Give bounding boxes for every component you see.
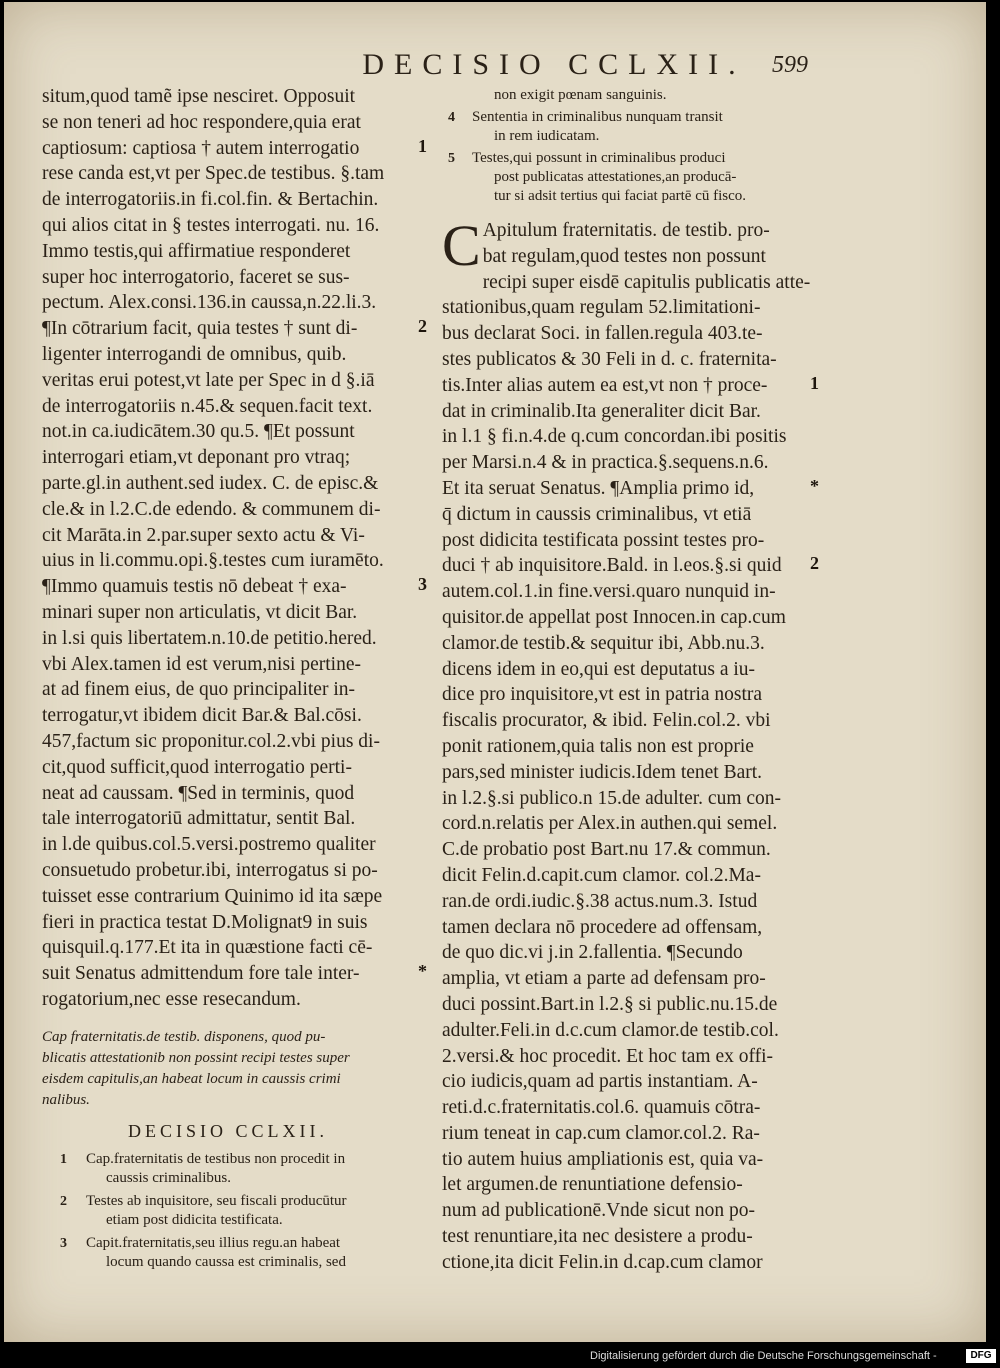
text-line: situm,quod tamẽ ipse nesciret. Opposuit (42, 86, 356, 107)
text-line-content: quisitor.de appellat post Innocen.in cap.cum (442, 606, 786, 628)
text-line-content: autem.col.1.in fine.versi.quaro nunquid in- (442, 581, 776, 603)
decision-summary (42, 1027, 414, 1111)
text-line (442, 1172, 814, 1198)
text-line: se non teneri ad hoc respondere,quia erat (42, 111, 361, 133)
text-line: veritas erui potest,vt late per Spec in d §.iā (42, 369, 375, 391)
text-line: vbi Alex.tamen id est verum,nisi pertine- (42, 653, 361, 675)
text-line-content: fiscalis procurator, & ibid. Felin.col.2. vbi (442, 710, 771, 732)
text-line (442, 786, 814, 812)
summary-item-number: 5 (448, 151, 455, 166)
text-line (442, 476, 814, 502)
text-line: minari super non articulatis, vt dicit Bar. (42, 601, 358, 623)
text-line (442, 631, 814, 657)
text-line: Immo testis,qui affirmatiue responderet (42, 240, 351, 262)
text-line: cit,quod sufficit,quod interrogatio perti- (42, 756, 352, 778)
text-line-content: bat regulam,quod testes non possunt (482, 245, 766, 267)
text-line: terrogatur,vt ibidem dicit Bar.& Bal.cōsi. (42, 705, 362, 727)
text-line (442, 837, 814, 863)
text-line (442, 1095, 814, 1121)
text-line-content: stationibus,quam regulam 52.limitationi- (442, 297, 761, 319)
text-line: de interrogatoriis.in fi.col.fin. & Bertachin. (42, 189, 379, 211)
summary-item-line: tur si adsit tertius qui faciat partē cū fisco. (494, 188, 747, 204)
text-line (442, 373, 814, 399)
text-line: interrogari etiam,vt deponant pro vtraq; (42, 447, 351, 469)
text-line-content: bus declarat Soci. in fallen.regula 403.te- (442, 323, 763, 345)
text-line: parte.gl.in authent.sed iudex. C. de episc.& (42, 472, 379, 494)
text-line (442, 889, 814, 915)
summary-item-number: 1 (60, 1151, 67, 1167)
text-line: fieri in practica testat D.Molignat9 in suis (42, 911, 368, 933)
text-line (442, 760, 814, 786)
summary-item (42, 1192, 414, 1230)
book-page (4, 2, 986, 1342)
left-column-text (42, 84, 427, 1013)
summary-line: eisdem capitulis,an habeat locum in caussis crimi (42, 1070, 341, 1087)
text-line (442, 682, 814, 708)
text-line (442, 295, 814, 321)
text-line: rogatorium,nec esse resecandum. (42, 988, 301, 1010)
text-line-content: recipi super eisdē capitulis publicatis atte- (482, 271, 811, 293)
text-line-content: pars,sed minister iudicis.Idem tenet Bart. (442, 761, 763, 783)
text-line: ligenter interrogandi de omnibus, quib. (42, 343, 347, 365)
text-line (442, 1018, 814, 1044)
text-line-content: ctione,ita dicit Felin.in d.cap.cum clamor (442, 1251, 763, 1273)
text-line (442, 424, 814, 450)
text-line-content: test renuntiare,ita nec desistere a produ- (442, 1226, 753, 1248)
text-line (442, 1224, 814, 1250)
text-line-content: in l.2.§.si publico.n 15.de adulter. cum con- (442, 787, 782, 809)
text-line (442, 605, 814, 631)
text-line-content: C.de probatio post Bart.nu 17.& commun. (442, 839, 771, 861)
summary-line: nalibus. (42, 1091, 90, 1108)
summary-item-line: Cap.fraternitatis de testibus non procedit in (86, 1150, 346, 1167)
summary-item-line: caussis criminalibus. (106, 1169, 231, 1186)
text-line: super hoc interrogatorio, faceret se sus- (42, 266, 350, 288)
summary-item-line: Sententia in criminalibus nunquam transit (472, 109, 723, 125)
text-line: uius in li.commu.opi.§.testes cum iuramēto. (42, 550, 384, 572)
text-line (442, 553, 814, 579)
summary-item-number: 2 (60, 1193, 67, 1209)
text-line (442, 1198, 814, 1224)
text-line-content: num ad publicationē.Vnde sicut non po- (442, 1200, 756, 1222)
summary-item (442, 108, 814, 146)
text-line: tuisset esse contrarium Quinimo id ita sæpe (42, 885, 383, 907)
margin-note: * (418, 961, 427, 982)
text-line-content: tamen declara nō procedere ad offensam, (442, 916, 763, 938)
text-line: quisquil.q.177.Et ita in quæstione facti cē- (42, 937, 373, 959)
text-line-content: cord.n.relatis per Alex.in authen.qui semel. (442, 813, 778, 835)
dfg-logo: DFG (966, 1349, 996, 1363)
text-line (442, 1121, 814, 1147)
summary-item (442, 86, 814, 105)
margin-note: 1 (418, 135, 427, 156)
margin-note: 2 (418, 316, 427, 337)
text-line (442, 1147, 814, 1173)
decision-subtitle: DECISIO CCLXII. (128, 1120, 328, 1141)
text-line-content: dicit Felin.d.capit.cum clamor. col.2.Ma- (442, 864, 761, 886)
text-line-content: let argumen.de renuntiatione defensio- (442, 1174, 743, 1196)
folio-number: 599 (772, 52, 808, 78)
summary-item-line: non exigit pœnam sanguinis. (494, 87, 667, 103)
summary-item-line: Capit.fraternitatis,seu illius regu.an habeat (86, 1234, 341, 1251)
summary-item (442, 149, 814, 206)
text-line (442, 811, 814, 837)
text-line-content: tis.Inter alias autem ea est,vt non † proce- (442, 374, 768, 396)
text-line-content: 2.versi.& hoc procedit. Et hoc tam ex offi- (442, 1045, 774, 1067)
text-line-content: duci † ab inquisitore.Bald. in l.eos.§.si quid (442, 555, 782, 577)
text-line-content: ponit rationem,quia talis non est proprie (442, 735, 754, 757)
text-line-content: Et ita seruat Senatus. ¶Amplia primo id, (442, 477, 755, 499)
text-line (442, 528, 814, 554)
text-line: ¶Immo quamuis testis nō debeat † exa- (42, 576, 347, 598)
summary-line: blicatis attestationib non possint recipi testes super (42, 1049, 350, 1066)
text-line-content: stes publicatos & 30 Feli in d. c. fraternita- (442, 348, 777, 370)
right-column (442, 84, 819, 1276)
text-line: de interrogatoriis n.45.& sequen.facit text. (42, 395, 373, 417)
text-line (442, 321, 814, 347)
text-line (442, 399, 814, 425)
right-column-text (442, 213, 819, 1276)
text-line: not.in ca.iudicātem.30 qu.5. ¶Et possunt (42, 421, 355, 443)
text-line (442, 966, 814, 992)
text-line (442, 244, 814, 270)
text-line (442, 1044, 814, 1070)
text-line-content: dat in criminalib.Ita generaliter dicit Bar. (442, 400, 761, 422)
text-line (442, 863, 814, 889)
text-line: rese canda est,vt per Spec.de testibus. §.tam (42, 163, 385, 185)
text-line: 457,factum sic proponitur.col.2.vbi pius di- (42, 730, 380, 752)
text-line-content: Apitulum fraternitatis. de testib. pro- (482, 220, 770, 241)
text-line-content: dicens idem in eo,qui est deputatus a iu- (442, 658, 756, 680)
summary-item (42, 1234, 414, 1272)
text-line (442, 1250, 814, 1276)
text-line-content: tio autem huius ampliationis est, quia va- (442, 1148, 764, 1170)
summary-items (42, 1150, 414, 1272)
text-line (442, 579, 814, 605)
text-line-content: q̄ dictum in caussis criminalibus, vt etiā (442, 503, 752, 525)
text-line: suit Senatus admittendum fore tale inter- (42, 963, 360, 985)
drop-capital: C (442, 213, 481, 278)
text-line: captiosum: captiosa † autem interrogatio (42, 137, 360, 159)
text-line (442, 708, 814, 734)
text-line-content: reti.d.c.fraternitatis.col.6. quamuis cōtra- (442, 1097, 761, 1119)
text-line-content: amplia, vt etiam a parte ad defensam pro- (442, 968, 766, 990)
text-line: pectum. Alex.consi.136.in caussa,n.22.li.3. (42, 292, 377, 314)
text-line: qui alios citat in § testes interrogati. nu. 16. (42, 214, 380, 236)
text-line-content: clamor.de testib.& sequitur ibi, Abb.nu.3. (442, 632, 765, 654)
text-line (442, 270, 814, 296)
summary-item-number: 3 (60, 1235, 67, 1251)
summary-item-line: in rem iudicatam. (494, 128, 600, 144)
text-line (442, 657, 814, 683)
summary-item (42, 1150, 414, 1188)
text-line (442, 940, 814, 966)
summary-item-line: Testes ab inquisitore, seu fiscali producūtur (86, 1192, 347, 1209)
summary-line: Cap fraternitatis.de testib. disponens, quod pu- (42, 1028, 326, 1045)
text-line: cle.& in l.2.C.de edendo. & communem di- (42, 498, 381, 520)
text-line-content: ran.de ordi.iudic.§.38 actus.num.3. Istud (442, 890, 758, 912)
summary-items-continued (442, 86, 814, 206)
summary-item-line: post publicatas attestationes,an producā- (494, 169, 737, 185)
summary-item-number: 4 (448, 110, 455, 125)
text-line: consuetudo probetur.ibi, interrogatus si po- (42, 859, 378, 881)
text-line: ¶In cōtrarium facit, quia testes † sunt di- (42, 318, 358, 340)
text-line: in l.de quibus.col.5.versi.postremo qualiter (42, 834, 376, 856)
text-line-content: post didicita testificata possint testes pro- (442, 529, 765, 551)
text-line (442, 734, 814, 760)
text-line-content: dice pro inquisitore,vt est in patria nostra (442, 684, 763, 706)
text-line (442, 915, 814, 941)
text-line: tale interrogatoriū admittatur, sentit Bal. (42, 808, 356, 830)
text-line (442, 450, 814, 476)
footer-credit: Digitalisierung gefördert durch die Deutsche Forschungsgemeinschaft - (590, 1350, 937, 1362)
text-line (442, 347, 814, 373)
text-line (442, 1069, 814, 1095)
text-line-content: adulter.Feli.in d.c.cum clamor.de testib.col. (442, 1019, 779, 1041)
text-line: at ad finem eius, de quo principaliter in- (42, 679, 355, 701)
summary-item-line: etiam post didicita testificata. (106, 1211, 283, 1228)
margin-note: * (810, 476, 819, 496)
margin-note: 2 (810, 553, 819, 574)
summary-item-line: Testes,qui possunt in criminalibus produci (472, 150, 726, 166)
text-line (442, 992, 814, 1018)
running-header: DECISIO CCLXII. (362, 48, 746, 81)
text-line-content: cio iudicis,quam ad partis instantiam. A- (442, 1071, 758, 1093)
margin-note: 3 (418, 574, 427, 595)
margin-note: 1 (810, 372, 819, 393)
text-line-content: in l.1 § fi.n.4.de q.cum concordan.ibi positis (442, 426, 787, 448)
text-line-content: per Marsi.n.4 & in practica.§.sequens.n.6. (442, 452, 769, 474)
text-line: neat ad caussam. ¶Sed in terminis, quod (42, 782, 355, 804)
text-line: in l.si quis libertatem.n.10.de petitio.hered. (42, 627, 377, 649)
text-line (442, 502, 814, 528)
text-line: cit Marāta.in 2.par.super sexto actu & Vi- (42, 524, 365, 546)
left-column (42, 84, 427, 1276)
text-line-content: rium teneat in cap.cum clamor.col.2. Ra- (442, 1122, 760, 1144)
summary-item-line: locum quando caussa est criminalis, sed (106, 1253, 346, 1270)
text-line-content: duci possint.Bart.in l.2.§ si public.nu.15.de (442, 993, 778, 1015)
text-line-content: de quo dic.vi j.in 2.fallentia. ¶Secundo (442, 942, 743, 964)
